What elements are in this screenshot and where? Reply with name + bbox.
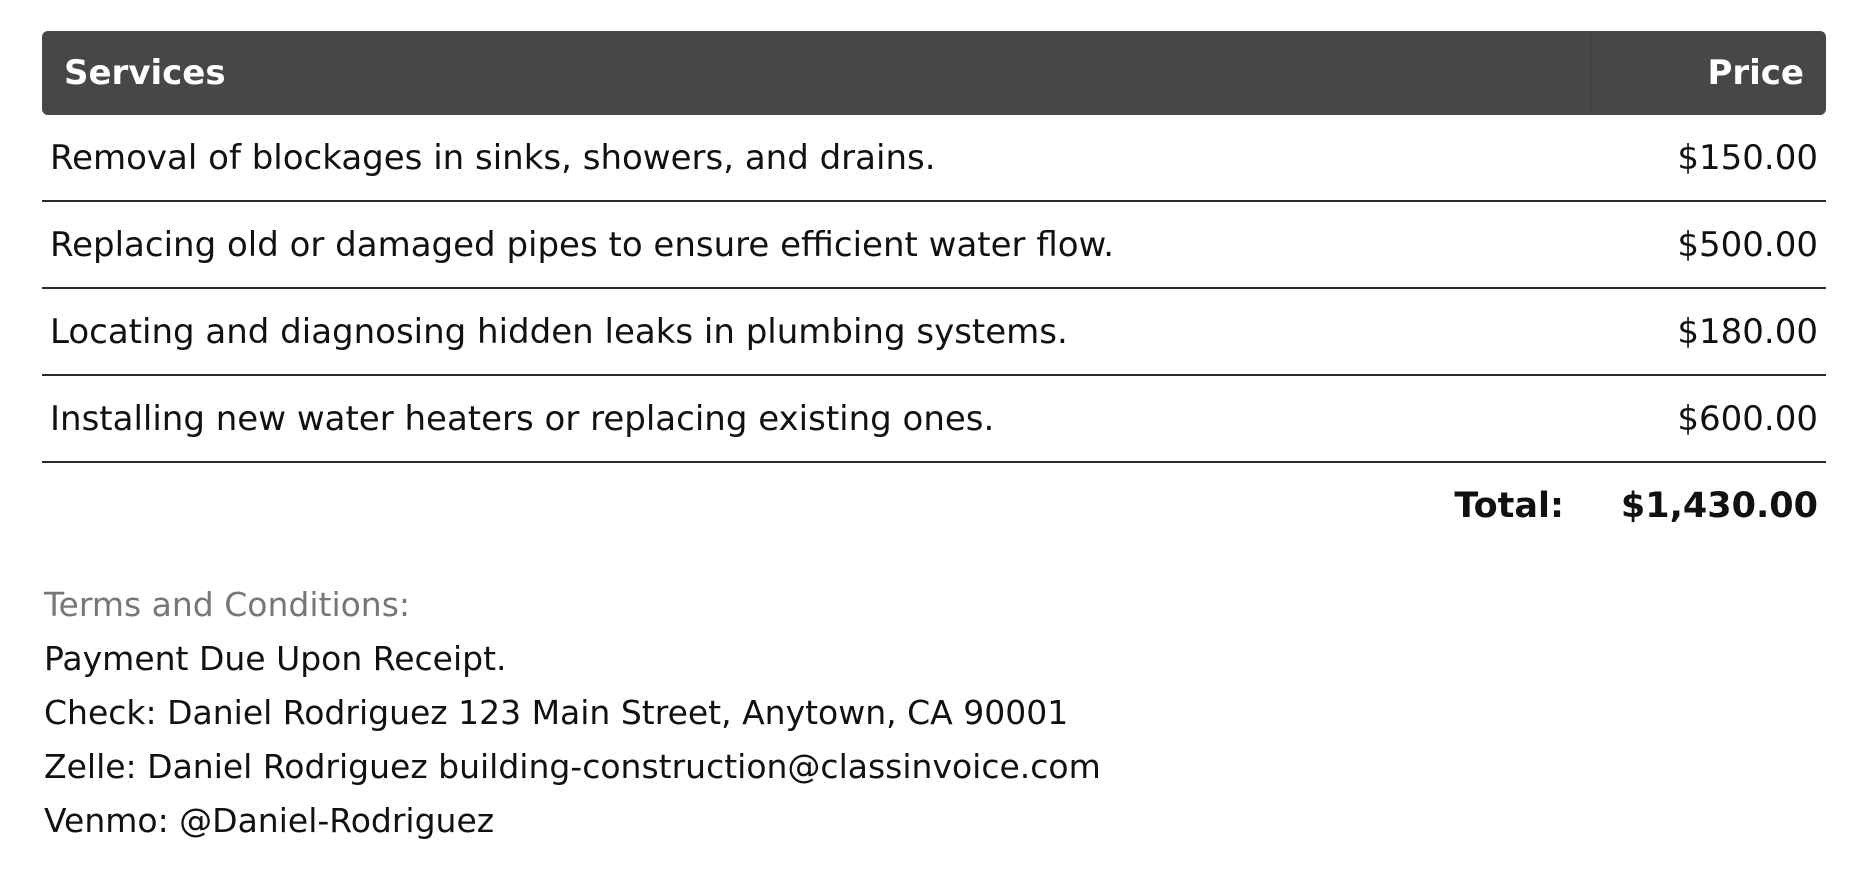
total-label: Total: bbox=[1454, 486, 1564, 526]
table-header bbox=[42, 31, 1826, 115]
service-price: $500.00 bbox=[1590, 201, 1826, 288]
table-row bbox=[42, 288, 1826, 375]
service-description: Installing new water heaters or replacing existing ones. bbox=[42, 375, 1590, 462]
service-price: $600.00 bbox=[1590, 375, 1826, 462]
service-price: $150.00 bbox=[1590, 115, 1826, 201]
services-table bbox=[42, 31, 1826, 549]
total-row bbox=[42, 462, 1826, 549]
table-row bbox=[42, 375, 1826, 462]
zelle-payment-line: Zelle: Daniel Rodriguez building-construction@classinvoice.com bbox=[44, 747, 1101, 786]
table-body bbox=[42, 115, 1826, 462]
venmo-payment-line: Venmo: @Daniel-Rodriguez bbox=[44, 801, 495, 840]
terms-section bbox=[44, 578, 1744, 848]
table-row bbox=[42, 115, 1826, 201]
table-row bbox=[42, 201, 1826, 288]
payment-terms-line: Payment Due Upon Receipt. bbox=[44, 639, 507, 678]
table-footer bbox=[42, 462, 1826, 549]
total-value: $1,430.00 bbox=[1620, 486, 1818, 526]
header-row bbox=[42, 31, 1826, 115]
service-description: Locating and diagnosing hidden leaks in plumbing systems. bbox=[42, 288, 1590, 375]
service-price: $180.00 bbox=[1590, 288, 1826, 375]
terms-title: Terms and Conditions: bbox=[44, 585, 411, 624]
price-column-header: Price bbox=[1590, 31, 1826, 115]
service-description: Removal of blockages in sinks, showers, and drains. bbox=[42, 115, 1590, 201]
service-description: Replacing old or damaged pipes to ensure efficient water flow. bbox=[42, 201, 1590, 288]
services-column-header: Services bbox=[42, 31, 1590, 115]
check-payment-line: Check: Daniel Rodriguez 123 Main Street, Anytown, CA 90001 bbox=[44, 693, 1069, 732]
